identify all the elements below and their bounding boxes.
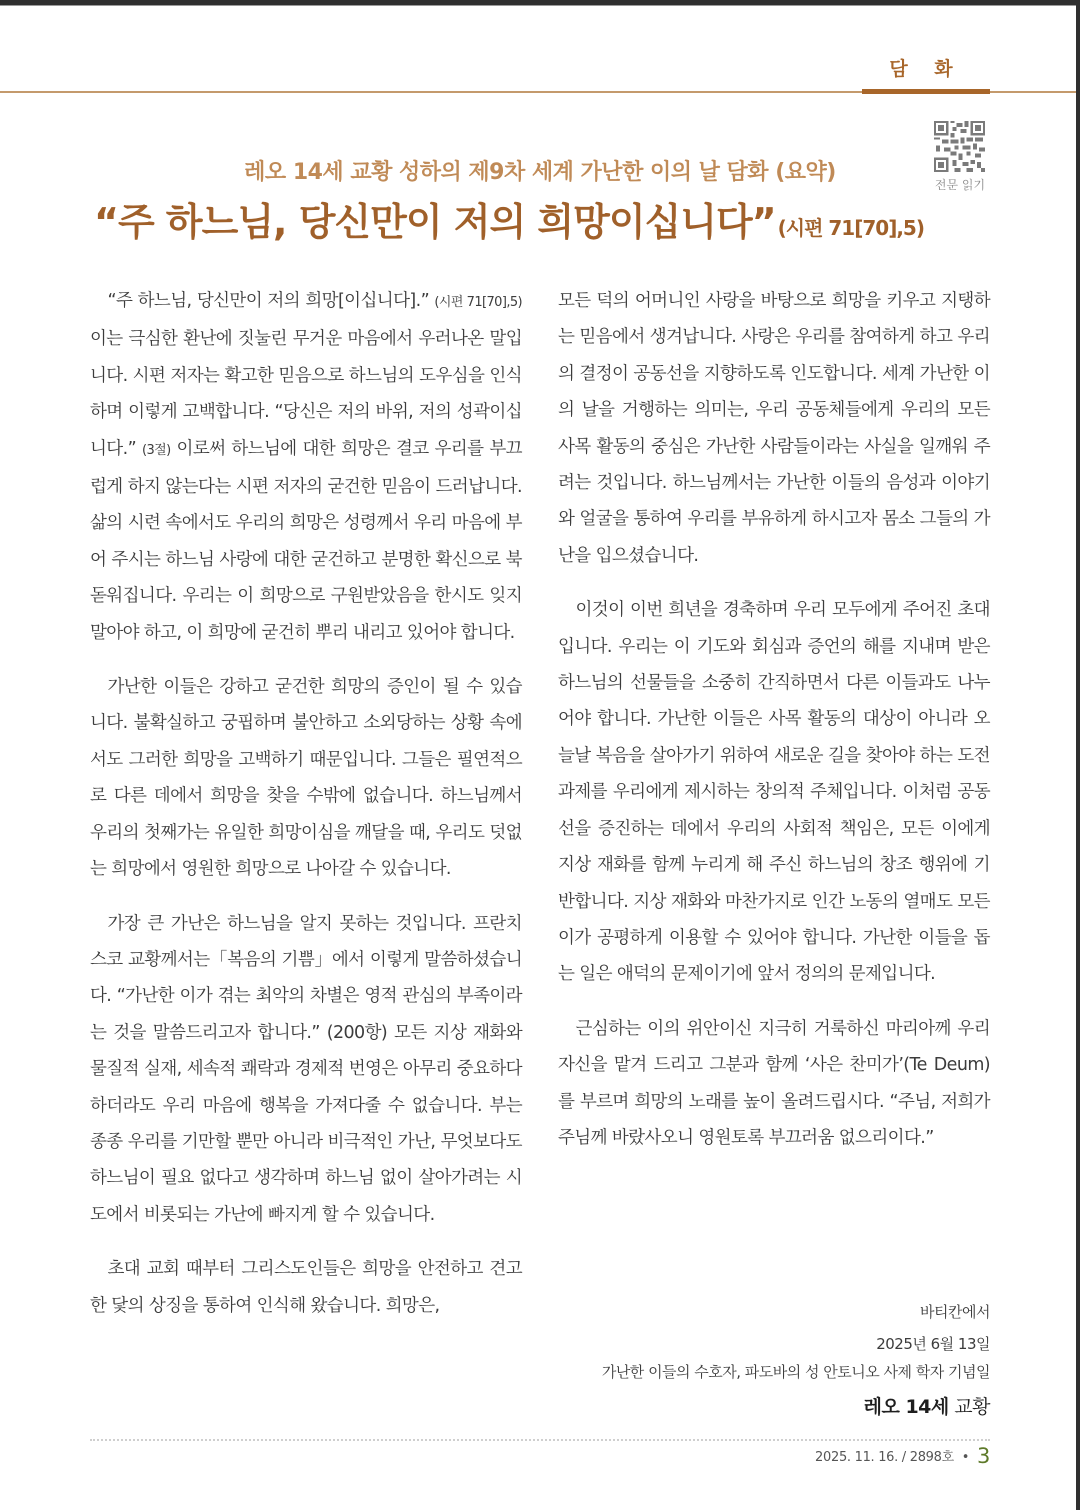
paragraph-text: 이로써 하느님에 대한 희망은 결코 우리를 부끄럽게 하지 않는다는 시편 저자의 굳건한 믿음이 드러납니다. 삶의 시련 속에서도 우리의 희망은 성령께서 우리 마음에 부어 주시는 하느님 사랑에 대한 굳건하고 분명한 확신으로 북돋워집니다. 우리는 이 희망으로 구원받았음을 한시도 잊지 말아야 하고, 이 희망에 굳건히 뿌리 내리고 있어야 합니다. — [90, 438, 522, 643]
signoff-name-bold: 레오 14세 — [863, 1396, 949, 1418]
signoff-place: 바티칸에서 — [920, 1303, 990, 1321]
body-column-right — [558, 283, 990, 1174]
header-rule-accent — [862, 89, 990, 94]
article-subtitle: 레오 14세 교황 성하의 제9차 세계 가난한 이의 날 담화 (요약) — [244, 160, 836, 185]
qr-caption: 전문 읽기 — [934, 178, 986, 192]
signoff-name-title: 교황 — [948, 1396, 990, 1418]
bullet-icon: • — [961, 1450, 970, 1465]
article-title — [94, 191, 994, 246]
window-right-frame — [1076, 0, 1080, 1510]
signoff-date: 2025년 6월 13일 — [876, 1335, 990, 1353]
citation: (시편 71[70],5) — [434, 295, 522, 310]
citation: (3절) — [141, 442, 171, 458]
paragraph: 가난한 이들은 강하고 굳건한 희망의 증인이 될 수 있습니다. 불확실하고 궁핍하며 불안하고 소외당하는 상황 속에서도 그러한 희망을 고백하기 때문입니다. 그들은 필연적으로 다른 데에서 희망을 찾을 수밖에 없습니다. 하느님께서 우리의 첫째가는 유일한 희망이심을 깨달을 때, 우리도 덧없는 희망에서 영원한 희망으로 나아갈 수 있습니다. — [90, 677, 522, 880]
window-top-frame — [0, 0, 1080, 6]
paragraph: 이것이 이번 희년을 경축하며 우리 모두에게 주어진 초대입니다. 우리는 이 기도와 회심과 증언의 해를 지내며 받은 하느님의 선물들을 소중히 간직하면서 다른 이들과도 나누어야 합니다. 가난한 이들은 사목 활동의 대상이 아니라 오늘날 복음을 살아가기 위하여 새로운 길을 찾아야 하는 도전 과제를 우리에게 제시하는 창의적 주체입니다. 이처럼 공동선을 증진하는 데에서 우리의 사회적 책임은, 모든 이에게 지상 재화를 함께 누리게 해 주신 하느님의 창조 행위에 기반합니다. 지상 재화와 마찬가지로 인간 노동의 열매도 모든 이가 공평하게 이용할 수 있어야 합니다. 가난한 이들을 돕는 일은 애덕의 문제이기에 앞서 정의의 문제입니다. — [558, 600, 990, 985]
paragraph: 가장 큰 가난은 하느님을 알지 못하는 것입니다. 프란치스코 교황께서는「복음의 기쁨」에서 이렇게 말씀하셨습니다. “가난한 이가 겪는 최악의 차별은 영적 관심의 부족이라는 것을 말씀드리고자 합니다.” (200항) 모든 지상 재화와 물질적 실재, 세속적 쾌락과 경제적 번영은 아무리 중요하다 하더라도 우리 마음에 행복을 가져다줄 수 없습니다. 부는 종종 우리를 기만할 뿐만 아니라 비극적인 가난, 무엇보다도 하느님이 필요 없다고 생각하며 하느님 없이 살아가려는 시도에서 비롯되는 가난에 빠지게 할 수 있습니다. — [90, 913, 522, 1225]
signoff-name — [558, 1392, 990, 1419]
page-number: 3 — [976, 1444, 990, 1468]
article-title-main: “주 하느님, 당신만이 저의 희망이십니다” — [94, 200, 776, 244]
footer — [600, 1444, 990, 1468]
paragraph — [90, 283, 522, 651]
article-title-reference: (시편 71[70],5) — [777, 216, 924, 240]
section-label: 담 화 — [889, 58, 963, 80]
paragraph: 근심하는 이의 위안이신 지극히 거룩하신 마리아께 우리 자신을 맡겨 드리고 그분과 함께 ‘사은 찬미가’(Te Deum)를 부르며 희망의 노래를 높이 올려드립시다. “주님, 저희가 주님께 바랐사오니 영원토록 부끄러움 없으리이다.” — [558, 1018, 990, 1148]
body-column-left — [90, 283, 522, 1342]
paragraph-continued: 모든 덕의 어머니인 사랑을 바탕으로 희망을 키우고 지탱하는 믿음에서 생겨납니다. 사랑은 우리를 참여하게 하고 우리의 결정이 공동선을 지향하도록 인도합니다. 세계 가난한 이의 날을 거행하는 의미는, 우리 공동체들에게 우리의 모든 사목 활동의 중심은 가난한 사람들이라는 사실을 일깨워 주려는 것입니다. 하느님께서는 가난한 이들의 음성과 이야기와 얼굴을 통하여 우리를 부유하게 하시고자 몸소 그들의 가난을 입으셨습니다. — [558, 291, 990, 566]
paragraph-text: 이는 극심한 환난에 짓눌린 무거운 마음에서 우러나온 말입니다. 시편 저자는 확고한 믿음으로 하느님의 도우심을 인식하며 이렇게 고백합니다. “당신은 저의 바위, 저의 성곽이십니다.” — [90, 329, 522, 459]
paragraph: 초대 교회 때부터 그리스도인들은 희망을 안전하고 견고한 닻의 상징을 통하여 인식해 왔습니다. 희망은, — [90, 1259, 522, 1316]
paragraph-text: “주 하느님, 당신만이 저의 희망[이십니다].” — [107, 291, 435, 311]
footer-rule — [90, 1439, 990, 1441]
signoff-feast: 가난한 이들의 수호자, 파도바의 성 안토니오 사제 학자 기념일 — [601, 1363, 990, 1381]
issue-info: 2025. 11. 16. / 2898호 — [815, 1450, 954, 1465]
